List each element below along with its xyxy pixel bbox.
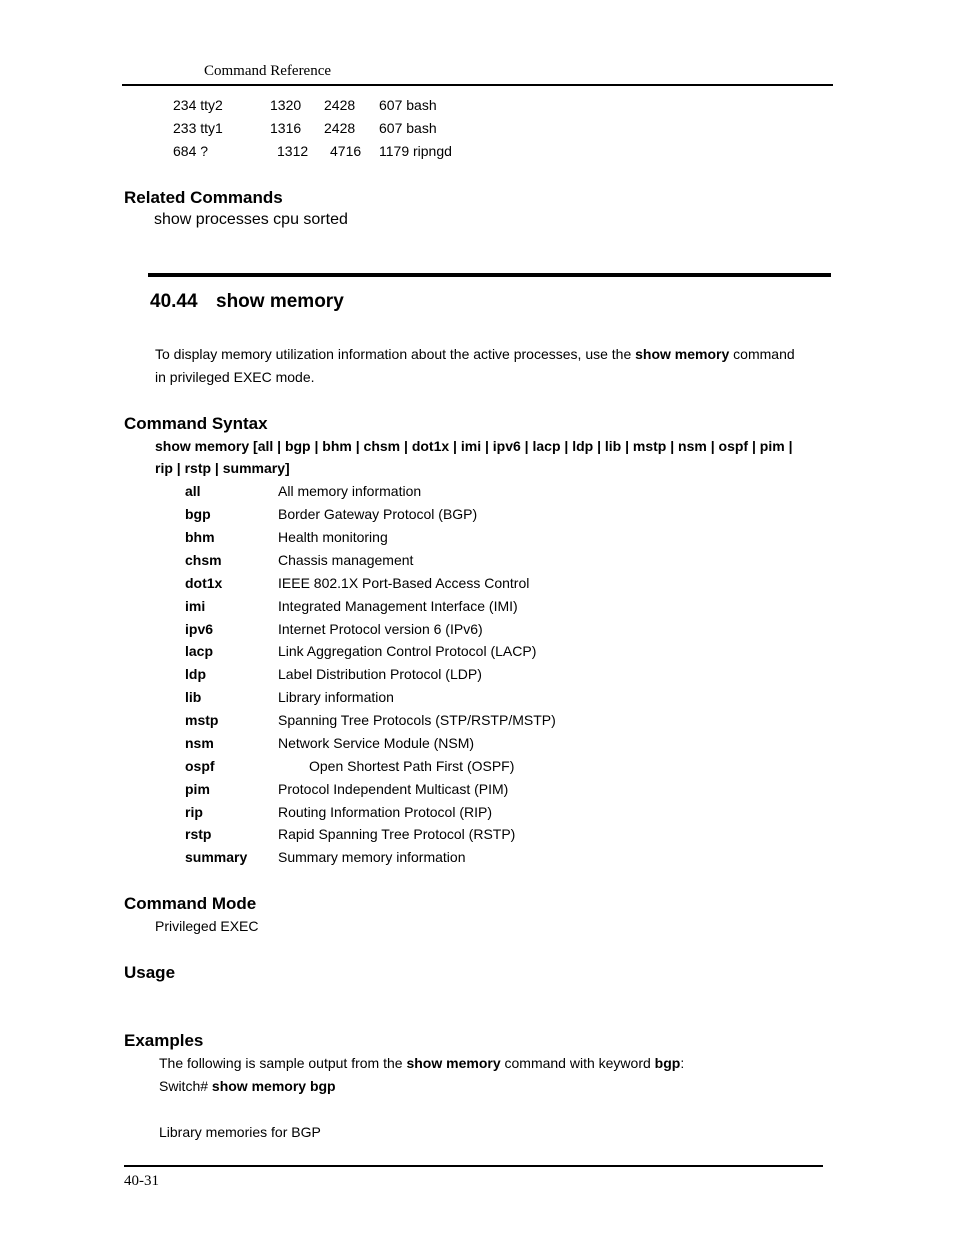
syntax-line: show memory [all | bgp | bhm | chsm | dot1x | imi | ipv6 | lacp | ldp | lib | mstp | nsm | ospf | pim | <box>155 438 793 454</box>
param-key: nsm <box>185 735 214 751</box>
table-cell: 1312 <box>277 143 309 159</box>
page-number: 40-31 <box>124 1173 159 1189</box>
param-desc: Link Aggregation Control Protocol (LACP) <box>278 643 537 659</box>
param-desc: Border Gateway Protocol (BGP) <box>278 506 478 522</box>
header-rule <box>122 84 833 86</box>
table-cell: 607 bash <box>379 97 437 113</box>
param-key: ldp <box>185 666 206 682</box>
param-desc: Open Shortest Path First (OSPF) <box>309 758 515 774</box>
table-cell: 1179 ripngd <box>379 143 452 159</box>
table-cell: 234 tty2 <box>173 97 223 113</box>
param-key: ipv6 <box>185 621 214 637</box>
param-key: all <box>185 483 201 499</box>
param-key: pim <box>185 781 210 797</box>
param-key: rstp <box>185 826 212 842</box>
section-title: show memory <box>216 291 344 312</box>
table-cell: 607 bash <box>379 120 437 136</box>
param-key: ospf <box>185 758 215 774</box>
example-prompt: Switch# show memory bgp <box>159 1078 336 1094</box>
running-header: Command Reference <box>204 63 332 79</box>
param-desc: Library information <box>278 689 394 705</box>
param-desc: Network Service Module (NSM) <box>278 735 475 751</box>
command-mode-text: Privileged EXEC <box>155 918 259 934</box>
param-key: chsm <box>185 552 222 568</box>
param-desc: Routing Information Protocol (RIP) <box>278 804 492 820</box>
intro-paragraph-line2: in privileged EXEC mode. <box>155 369 315 385</box>
param-desc: Protocol Independent Multicast (PIM) <box>278 781 509 797</box>
footer-rule <box>124 1165 823 1167</box>
examples-heading: Examples <box>124 1031 204 1050</box>
param-key: mstp <box>185 712 219 728</box>
param-desc: Spanning Tree Protocols (STP/RSTP/MSTP) <box>278 712 556 728</box>
param-desc: Internet Protocol version 6 (IPv6) <box>278 621 483 637</box>
param-key: lib <box>185 689 202 705</box>
usage-heading: Usage <box>124 963 176 982</box>
table-cell: 684 ? <box>173 143 209 159</box>
section-number: 40.44 <box>150 291 198 312</box>
param-desc: Chassis management <box>278 552 414 568</box>
example-output: Library memories for BGP <box>159 1124 321 1140</box>
param-key: imi <box>185 598 206 614</box>
table-cell: 1316 <box>270 120 302 136</box>
related-command-link[interactable]: show processes cpu sorted <box>154 211 348 228</box>
param-key: lacp <box>185 643 214 659</box>
param-desc: Health monitoring <box>278 529 388 545</box>
param-desc: IEEE 802.1X Port-Based Access Control <box>278 575 530 591</box>
section-rule <box>148 273 831 277</box>
table-cell: 233 tty1 <box>173 120 223 136</box>
table-cell: 4716 <box>330 143 362 159</box>
table-cell: 2428 <box>324 120 356 136</box>
syntax-line: rip | rstp | summary] <box>155 460 290 476</box>
command-mode-heading: Command Mode <box>124 894 257 913</box>
param-key: bhm <box>185 529 215 545</box>
command-syntax-heading: Command Syntax <box>124 414 268 433</box>
param-desc: Rapid Spanning Tree Protocol (RSTP) <box>278 826 516 842</box>
examples-intro: The following is sample output from the show memory command with keyword bgp: <box>159 1055 685 1071</box>
param-key: summary <box>185 849 248 865</box>
param-key: dot1x <box>185 575 223 591</box>
intro-paragraph: To display memory utilization information about the active processes, use the show memory command <box>155 346 795 362</box>
param-desc: Label Distribution Protocol (LDP) <box>278 666 482 682</box>
table-cell: 2428 <box>324 97 356 113</box>
table-cell: 1320 <box>270 97 302 113</box>
param-key: rip <box>185 804 203 820</box>
param-desc: All memory information <box>278 483 422 499</box>
param-desc: Integrated Management Interface (IMI) <box>278 598 518 614</box>
param-key: bgp <box>185 506 211 522</box>
param-desc: Summary memory information <box>278 849 466 865</box>
related-commands-heading: Related Commands <box>124 188 283 207</box>
